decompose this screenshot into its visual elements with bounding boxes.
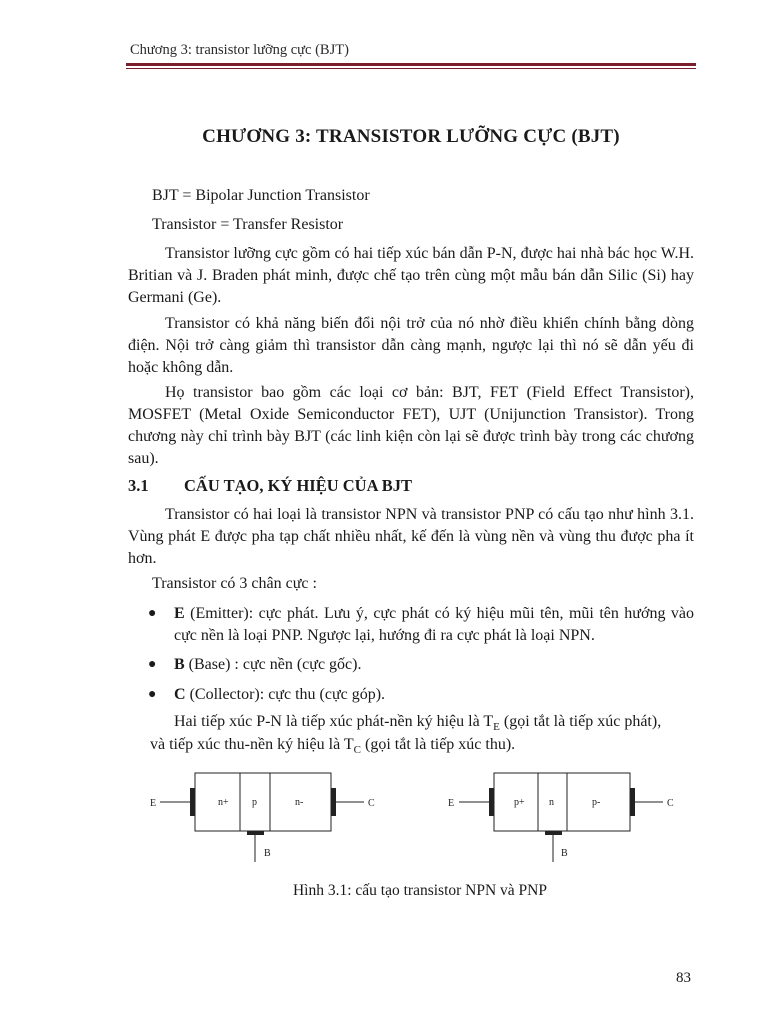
npn-region-n-minus: n-: [295, 797, 304, 808]
npn-base-contact: [247, 831, 264, 835]
section-title: CẤU TẠO, KÝ HIỆU CỦA BJT: [184, 476, 412, 495]
pnp-collector-label: C: [667, 798, 674, 809]
bullet-desc: (Emitter): cực phát. Lưu ý, cực phát có ký hiệu mũi tên, mũi tên hướng vào cực nền là loại PNP. Ngược lại, hướng đi ra cực phát là loại NPN.: [174, 605, 694, 644]
pnp-base-contact: [545, 831, 562, 835]
subscript-c: C: [353, 744, 361, 757]
npn-region-p: p: [252, 797, 257, 808]
definition-transistor: Transistor = Transfer Resistor: [152, 216, 344, 233]
bullet-symbol: ●: [148, 606, 157, 621]
paragraph-structure: Transistor có hai loại là transistor NPN và transistor PNP có cấu tạo như hình 3.1. Vùng phát E được pha tạp chất nhiều nhất, kế đến là vùng nền và vùng thu được pha ít hơn.: [128, 506, 694, 567]
bullet-term: E: [174, 605, 185, 622]
junction-text: (gọi tắt là tiếp xúc thu).: [361, 736, 516, 753]
bullet-symbol: ●: [148, 657, 157, 672]
bullet-term: B: [174, 656, 185, 673]
pnp-region-p-plus: p+: [514, 797, 525, 808]
pnp-region-n: n: [549, 797, 554, 808]
npn-region-n-plus: n+: [218, 797, 229, 808]
running-header: Chương 3: transistor lưỡng cực (BJT): [130, 42, 349, 58]
section-number: 3.1: [128, 476, 149, 495]
junction-text: Hai tiếp xúc P-N là tiếp xúc phát-nền ký hiệu là T: [174, 713, 494, 730]
pnp-collector-contact: [630, 788, 635, 816]
npn-body: [195, 773, 331, 831]
pnp-region-p-minus: p-: [592, 797, 601, 808]
pnp-emitter-contact: [489, 788, 494, 816]
chapter-title: CHƯƠNG 3: TRANSISTOR LƯỠNG CỰC (BJT): [202, 126, 620, 147]
bullet-symbol: ●: [148, 687, 157, 702]
page-number: 83: [676, 970, 691, 986]
bullet-desc: (Collector): cực thu (cực góp).: [185, 686, 386, 703]
npn-collector-label: C: [368, 798, 375, 809]
npn-base-label: B: [264, 848, 271, 859]
npn-emitter-label: E: [150, 798, 157, 809]
paragraph-family: Họ transistor bao gồm các loại cơ bản: BJT, FET (Field Effect Transistor), MOSFET (Metal Oxide Semiconductor FET), UJT (Unijunction Transistor). Trong chương này chỉ trình bày BJT (các linh kiện còn lại sẽ được trình bày trong các chương sau).: [128, 384, 694, 467]
paragraph-resistance: Transistor có khả năng biến đổi nội trở của nó nhờ điều khiển chính bằng dòng điện. Nội trở càng giảm thì transistor dẫn càng mạnh, ngược lại thì nó sẽ dẫn yếu đi hoặc không dẫn.: [128, 315, 694, 376]
npn-collector-contact: [331, 788, 336, 816]
pnp-base-label: B: [561, 848, 568, 859]
pnp-diagram: [448, 773, 674, 862]
pnp-emitter-label: E: [448, 798, 455, 809]
definition-bjt: BJT = Bipolar Junction Transistor: [152, 187, 370, 204]
bullet-term: C: [174, 686, 186, 703]
subscript-e: E: [493, 721, 500, 734]
npn-diagram: [150, 773, 375, 862]
junction-text: (gọi tắt là tiếp xúc phát),: [499, 713, 662, 730]
bullet-desc: (Base) : cực nền (cực gốc).: [184, 656, 362, 673]
figure-caption: Hình 3.1: cấu tạo transistor NPN và PNP: [292, 882, 547, 899]
junction-text: và tiếp xúc thu-nền ký hiệu là T: [150, 736, 354, 753]
npn-emitter-contact: [190, 788, 195, 816]
paragraph-intro: Transistor lưỡng cực gồm có hai tiếp xúc bán dẫn P-N, được hai nhà bác học W.H. Britian và J. Braden phát minh, được chế tạo trên cùng một mẫu bán dẫn Silic (Si) hay Germani (Ge).: [128, 245, 694, 306]
pins-intro: Transistor có 3 chân cực :: [152, 575, 317, 592]
